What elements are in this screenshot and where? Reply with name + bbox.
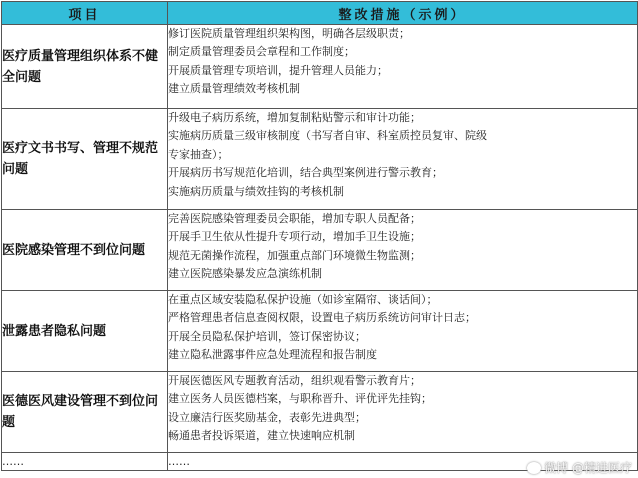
- weibo-watermark: [527, 459, 632, 476]
- measure-line: 建立医院感染暴发应急演练机制: [168, 267, 322, 281]
- measure-line: 建立隐私泄露事件应急处理流程和报告制度: [168, 348, 377, 362]
- measure-line: 在重点区域安装隐私保护设施（如诊室隔帘、谈话间）；: [168, 293, 438, 306]
- issue-cell: 医德医风建设管理不到位问题: [2, 372, 168, 453]
- measure-line: 开展医德医风专题教育活动，组织观看警示教育片；: [168, 374, 421, 387]
- table-row: [2, 291, 638, 372]
- measures-cell: [168, 109, 638, 210]
- header-measures: 整改措施（示例）: [168, 2, 638, 25]
- weibo-icon: [527, 462, 541, 474]
- measure-line: 设立廉洁行医奖励基金，表彰先进典型；: [168, 410, 366, 424]
- table-row: [2, 25, 638, 109]
- rectification-table: [1, 1, 638, 471]
- header-item: 项目: [2, 2, 168, 25]
- measures-cell: [168, 210, 638, 291]
- issue-cell: 医疗文书书写、管理不规范问题: [2, 109, 168, 210]
- measure-line: 规范无菌操作流程，加强重点部门环境微生物监测；: [168, 248, 421, 262]
- measure-line: 开展病历书写规范化培训，结合典型案例进行警示教育；: [168, 166, 443, 180]
- measure-line: 开展质量管理专项培训，提升管理人员能力；: [168, 63, 388, 77]
- measures-cell: [168, 372, 638, 453]
- issue-cell: 医疗质量管理组织体系不健全问题: [2, 25, 168, 109]
- measure-line: 专家抽查）；: [168, 147, 229, 161]
- table-row: [2, 109, 638, 210]
- measures-cell: [168, 291, 638, 372]
- measure-line: 建立医务人员医德档案，与职称晋升、评优评先挂钩；: [168, 392, 432, 406]
- issue-cell: 医院感染管理不到位问题: [2, 210, 168, 291]
- measure-line: 开展手卫生依从性提升专项行动，增加手卫生设施；: [168, 230, 421, 244]
- table-row: [2, 210, 638, 291]
- measure-line: 开展全员隐私保护培训，签订保密协议；: [168, 329, 366, 343]
- watermark-text: 微博 @精进医疗: [544, 461, 632, 475]
- measure-line: 修订医院质量管理组织架构图，明确各层级职责；: [168, 27, 410, 40]
- measure-line: 实施病历质量三级审核制度（书写者自审、科室质控员复审、院级: [168, 129, 487, 143]
- ellipsis-cell: ……: [168, 453, 638, 471]
- measure-line: 实施病历质量与绩效挂钩的考核机制: [168, 184, 344, 198]
- measure-line: 畅通患者投诉渠道，建立快速响应机制: [168, 429, 355, 443]
- table-header-row: [2, 2, 638, 25]
- measure-line: 制定质量管理委员会章程和工作制度；: [168, 45, 355, 59]
- measures-cell: [168, 25, 638, 109]
- table-row: [2, 372, 638, 453]
- issue-cell: 泄露患者隐私问题: [2, 291, 168, 372]
- ellipsis-cell: ……: [2, 453, 168, 471]
- measure-line: 严格管理患者信息查阅权限，设置电子病历系统访问审计日志；: [168, 311, 476, 325]
- measure-line: 完善医院感染管理委员会职能，增加专职人员配备；: [168, 212, 421, 225]
- measure-line: 建立质量管理绩效考核机制: [168, 82, 300, 96]
- measure-line: 升级电子病历系统，增加复制粘贴警示和审计功能；: [168, 111, 421, 124]
